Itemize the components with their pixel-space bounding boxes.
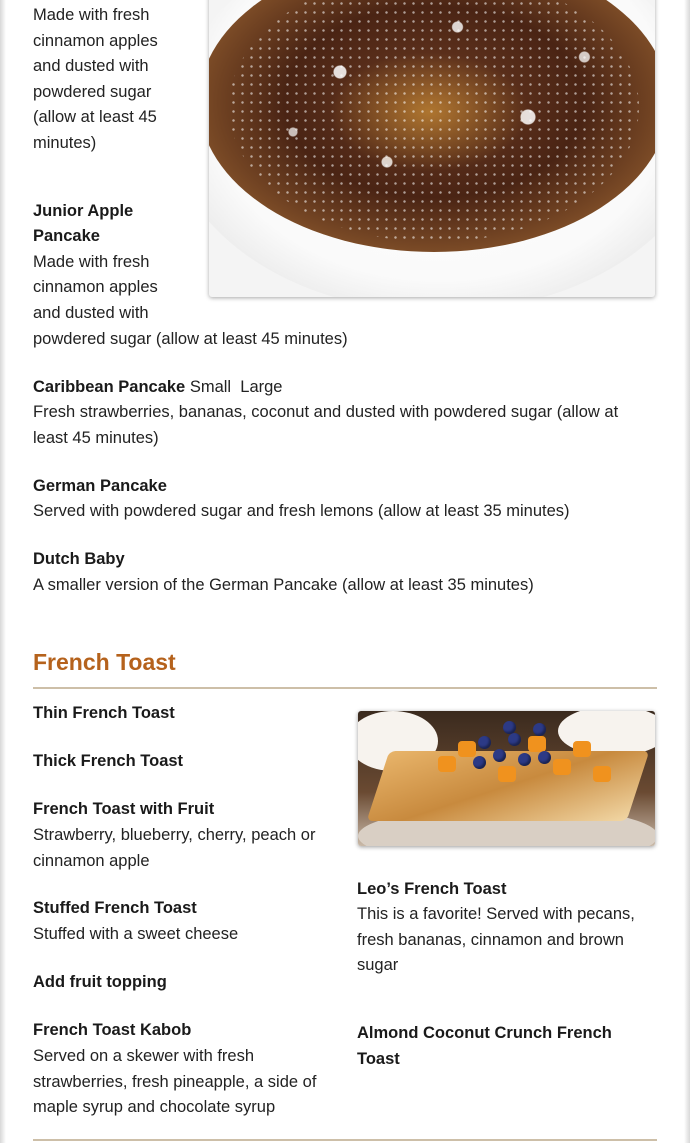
peach-piece [593, 766, 611, 782]
thin-french-toast-title: Thin French Toast [33, 704, 175, 722]
blueberry [493, 749, 506, 762]
blueberry [533, 723, 546, 736]
peach-piece [573, 741, 591, 757]
blueberry [503, 721, 516, 734]
junior-apple-desc-1: Made with fresh [33, 253, 150, 271]
peach-piece [498, 766, 516, 782]
thick-french-toast-title: Thick French Toast [33, 752, 184, 770]
caribbean-pancake [33, 375, 282, 401]
peach-piece [528, 736, 546, 752]
stuffed-french-toast-desc: Stuffed with a sweet cheese [33, 925, 239, 943]
german-pancake-title: German Pancake [33, 477, 167, 495]
page-edge-right [684, 0, 690, 1143]
junior-apple-desc-2: cinnamon apples [33, 278, 158, 296]
junior-apple-desc-3: and dusted with [33, 304, 149, 322]
leos-french-toast-title: Leo’s French Toast [357, 880, 507, 898]
french-toast-fruit-title: French Toast with Fruit [33, 800, 215, 818]
blueberry [508, 733, 521, 746]
dutch-baby-desc: A smaller version of the German Pancake (allow at least 35 minutes) [33, 576, 534, 594]
caribbean-pancake-sizes: Small Large [189, 378, 283, 396]
junior-apple-title-2: Pancake [33, 227, 100, 245]
french-toast-fruit-desc: Strawberry, blueberry, cherry, peach or cinnamon apple [33, 826, 316, 870]
french-toast-kabob-title: French Toast Kabob [33, 1021, 192, 1039]
toast-slice [367, 751, 650, 821]
bottom-divider [33, 1139, 657, 1141]
dutch-baby-title: Dutch Baby [33, 550, 125, 568]
peach-piece [458, 741, 476, 757]
peach-piece [553, 759, 571, 775]
caribbean-pancake-desc: Fresh strawberries, bananas, coconut and dusted with powdered sugar (allow at least 45 minutes) [33, 403, 619, 447]
leos-french-toast-desc: This is a favorite! Served with pecans, fresh bananas, cinnamon and brown sugar [357, 905, 635, 975]
french-toast-kabob-desc: Served on a skewer with fresh strawberries, fresh pineapple, a side of maple syrup and chocolate syrup [33, 1047, 317, 1117]
french-toast-photo [358, 711, 655, 846]
blueberry [518, 753, 531, 766]
blueberry [478, 736, 491, 749]
caribbean-pancake-title: Caribbean Pancake [33, 378, 186, 396]
almond-coconut-title: Almond Coconut Crunch French Toast [357, 1024, 612, 1068]
peach-piece [438, 756, 456, 772]
section-divider [33, 687, 657, 689]
german-pancake-desc: Served with powdered sugar and fresh lemons (allow at least 35 minutes) [33, 502, 570, 520]
page-edge-left [0, 0, 6, 1143]
section-title-french-toast: French Toast [33, 649, 176, 675]
add-fruit-topping-title: Add fruit topping [33, 973, 167, 991]
apple-pancake-photo [209, 0, 655, 297]
apple-pancake-desc: Made with fresh cinnamon apples and dusted with powdered sugar (allow at least 45 minutes) [33, 6, 158, 152]
blueberry [473, 756, 486, 769]
blueberry [538, 751, 551, 764]
stuffed-french-toast-title: Stuffed French Toast [33, 899, 197, 917]
junior-apple-title-1: Junior Apple [33, 202, 134, 220]
junior-apple-desc-4: powdered sugar (allow at least 45 minutes) [33, 330, 348, 348]
